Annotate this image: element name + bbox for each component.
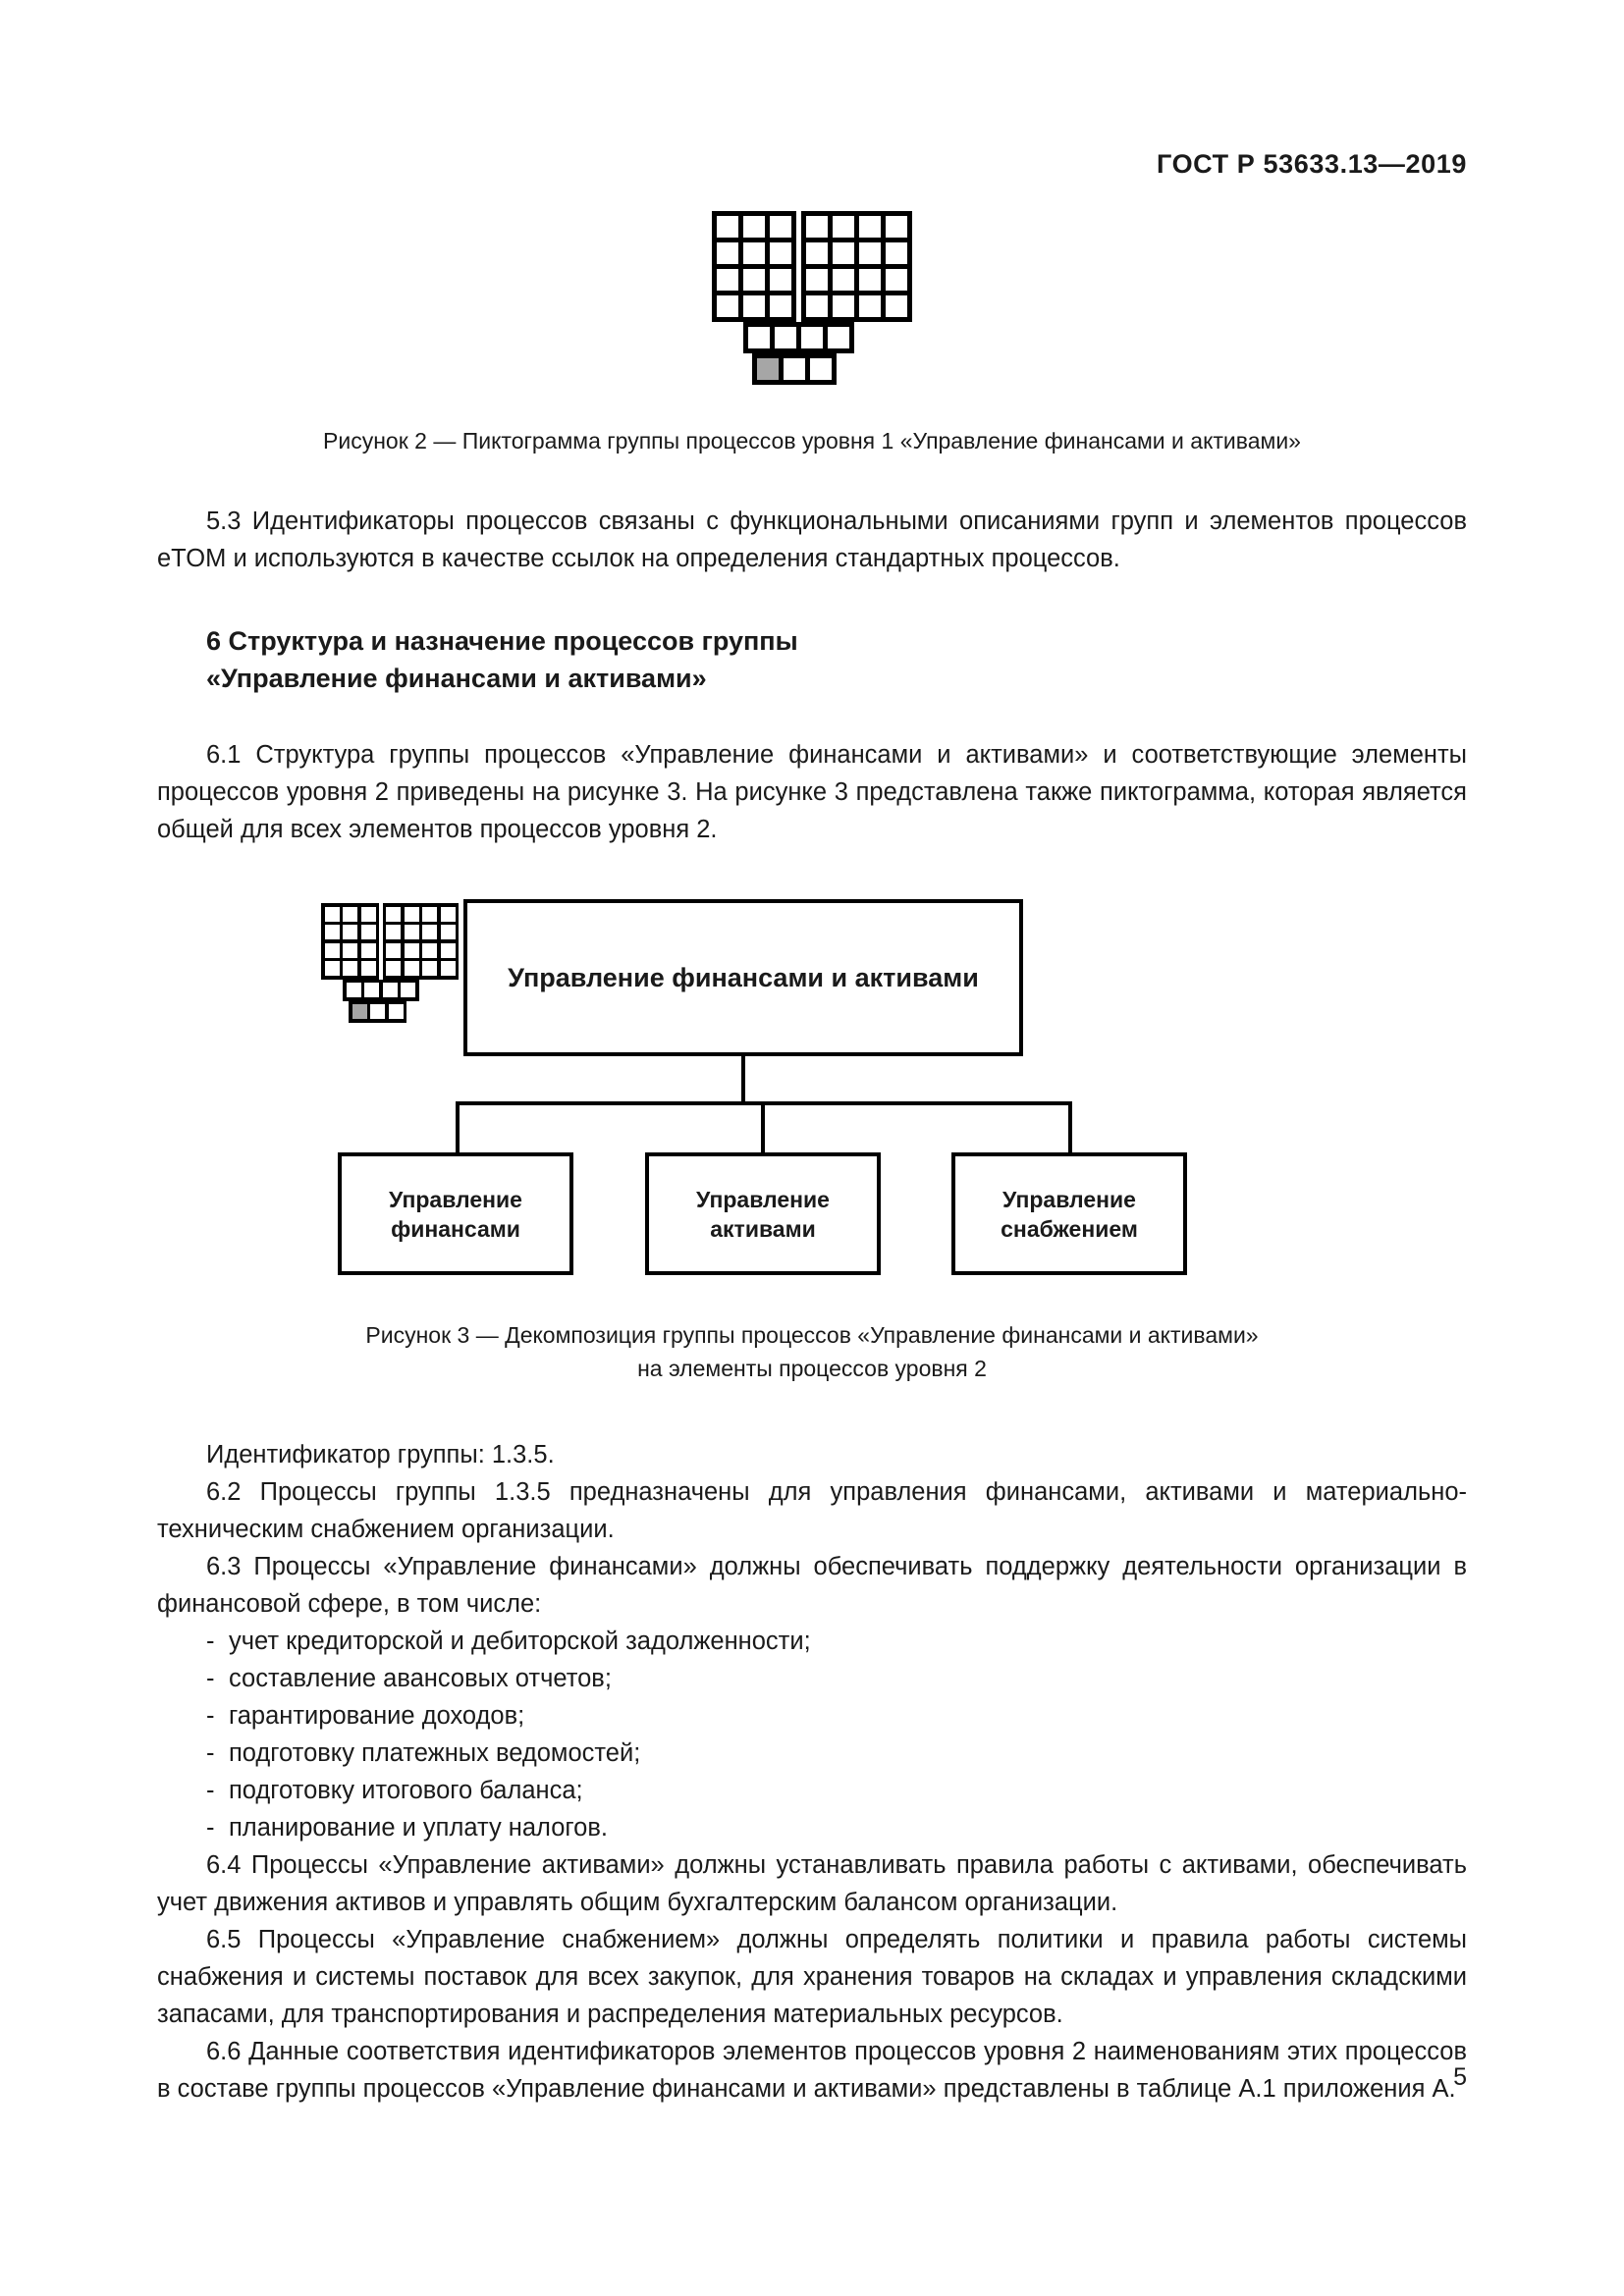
pictogram-cell: [325, 943, 340, 958]
pictogram-cell: [422, 943, 437, 958]
pictogram-cell: [806, 242, 828, 264]
pictogram-cell: [325, 925, 340, 939]
group-identifier-line: Идентификатор группы: 1.3.5.: [206, 1441, 555, 1468]
pictogram-bottom-grid: [752, 353, 837, 385]
clause-5-3: 5.3 Идентификаторы процессов связаны с функциональными описаниями групп и элементов процессов eTOM и используются в качестве ссылок на определения стандартных процессов.: [157, 507, 1467, 572]
diagram-node-root: [463, 899, 1023, 1056]
clause-6-2: 6.2 Процессы группы 1.3.5 предназначены для управления финансами, активами и материально-техническим снабжением организации.: [157, 1478, 1467, 1543]
pictogram-cell: [886, 216, 907, 238]
clause-6-3-bullet-list: [157, 1623, 1467, 1846]
pictogram-cell: [386, 961, 401, 976]
pictogram-bot-wrap: [349, 1001, 406, 1023]
pictogram-cell: [784, 358, 805, 380]
pictogram-cell: [405, 907, 419, 922]
pictogram-cell: [770, 242, 791, 264]
pictogram-cell: [401, 983, 415, 997]
diagram-node-child-finance: [338, 1152, 573, 1275]
pictogram-cell: [361, 943, 376, 958]
diagram-node-child-assets-label: [696, 1185, 830, 1244]
section-6-heading-line2: «Управление финансами и активами»: [206, 664, 707, 693]
pictogram-cell: [422, 925, 437, 939]
clause-6-5: 6.5 Процессы «Управление снабжением» должны определять политики и правила работы системы снабжения и системы поставок для всех закупок, для хранения товаров на складах и управления складскими запасами, для транспортирования и распределения материальных ресурсов.: [157, 1926, 1467, 2028]
pictogram-mid-wrap: [343, 980, 419, 1001]
label-line-1: Управление: [1002, 1186, 1136, 1212]
connector-drop-2: [761, 1101, 765, 1156]
pictogram-right-grid: [801, 211, 912, 322]
pictogram-cell: [886, 269, 907, 291]
pictogram-left-grid: [321, 903, 379, 980]
pictogram-cell: [370, 1004, 385, 1019]
figure-3-caption-line1: Рисунок 3 — Декомпозиция группы процессов «Управление финансами и активами»: [365, 1322, 1259, 1348]
list-item: - составление авансовых отчетов;: [157, 1660, 1467, 1697]
pictogram-cell: [806, 269, 828, 291]
figure-2-caption: Рисунок 2 — Пиктограмма группы процессов уровня 1 «Управление финансами и активами»: [323, 428, 1301, 454]
pictogram-cell: [325, 961, 340, 976]
pictogram-cell: [886, 295, 907, 317]
section-6-heading: [157, 622, 1467, 697]
connector-root-vertical: [741, 1056, 745, 1105]
clause-6-4: 6.4 Процессы «Управление активами» должны устанавливать правила работы с активами, обеспечивать учет движения активов и управлять общим бухгалтерским балансом организации.: [157, 1851, 1467, 1916]
pictogram-cell: [859, 269, 881, 291]
diagram-node-child-supply: [951, 1152, 1187, 1275]
list-item: - гарантирование доходов;: [157, 1697, 1467, 1735]
clause-6-1: 6.1 Структура группы процессов «Управление финансами и активами» и соответствующие элементы процессов уровня 2 приведены на рисунке 3. На рисунке 3 представлена также пиктограмма, которая является общей для всех элементов процессов уровня 2.: [157, 741, 1467, 843]
pictogram-cell: [717, 216, 738, 238]
pictogram-cell: [859, 242, 881, 264]
connector-drop-1: [456, 1101, 460, 1156]
section-6-heading-line1: 6 Структура и назначение процессов группы: [206, 626, 798, 656]
pictogram-bottom-grid: [349, 1001, 406, 1023]
clause-6-6: 6.6 Данные соответствия идентификаторов элементов процессов уровня 2 наименованиям этих процессов в составе группы процессов «Управление финансами и активами» представлены в таблице А.1 приложения А.: [157, 2038, 1467, 2103]
label-line-1: Управление: [696, 1186, 830, 1212]
pictogram-right-grid: [383, 903, 460, 980]
figure-3: [157, 895, 1467, 1283]
pictogram-cell: [828, 327, 849, 348]
pictogram-cell: [361, 925, 376, 939]
pictogram-cell: [743, 295, 765, 317]
list-item: - учет кредиторской и дебиторской задолженности;: [157, 1623, 1467, 1660]
pictogram-cell: [422, 907, 437, 922]
pictogram-cell: [833, 269, 854, 291]
pictogram-cell: [833, 216, 854, 238]
pictogram-cell: [810, 358, 832, 380]
pictogram-cell: [361, 907, 376, 922]
diagram-node-root-label: Управление финансами и активами: [508, 962, 979, 992]
pictogram-cell: [405, 961, 419, 976]
page-content: [157, 211, 1467, 2108]
pictogram-cell-highlighted: [757, 358, 779, 380]
clause-6-3: 6.3 Процессы «Управление финансами» должны обеспечивать поддержку деятельности организации в финансовой сфере, в том числе:: [157, 1553, 1467, 1618]
pictogram-cell: [748, 327, 770, 348]
pictogram-cell: [343, 907, 357, 922]
pictogram-cell: [717, 242, 738, 264]
pictogram-top-blocks: [712, 211, 912, 322]
etom-pictogram-figure2: [712, 211, 912, 385]
pictogram-mid-grid: [743, 322, 854, 353]
figure-2: [157, 211, 1467, 385]
pictogram-cell: [717, 269, 738, 291]
pictogram-stack: [712, 211, 912, 385]
pictogram-small: [321, 903, 459, 1023]
figure-3-caption-line2: на элементы процессов уровня 2: [637, 1356, 987, 1381]
pictogram-cell: [743, 216, 765, 238]
figure-3-diagram: [321, 895, 1303, 1283]
pictogram-cell: [743, 269, 765, 291]
pictogram-mid-wrap: [743, 322, 854, 353]
pictogram-cell: [770, 216, 791, 238]
pictogram-cell: [405, 943, 419, 958]
pictogram-mid-grid: [343, 980, 419, 1001]
pictogram-cell: [347, 983, 361, 997]
pictogram-cell: [770, 269, 791, 291]
pictogram-cell: [859, 295, 881, 317]
pictogram-cell: [386, 943, 401, 958]
pictogram-cell: [806, 295, 828, 317]
label-line-2: активами: [710, 1215, 816, 1242]
diagram-node-child-finance-label: [389, 1185, 522, 1244]
pictogram-cell: [717, 295, 738, 317]
pictogram-cell: [886, 242, 907, 264]
connector-drop-3: [1068, 1101, 1072, 1156]
pictogram-cell: [364, 983, 379, 997]
label-line-2: финансами: [391, 1215, 520, 1242]
pictogram-cell: [343, 943, 357, 958]
pictogram-cell: [441, 943, 456, 958]
document-standard-header: ГОСТ Р 53633.13—2019: [1157, 149, 1467, 179]
pictogram-cell: [325, 907, 340, 922]
pictogram-cell: [441, 961, 456, 976]
pictogram-cell: [361, 961, 376, 976]
pictogram-cell: [422, 961, 437, 976]
pictogram-cell: [833, 242, 854, 264]
pictogram-cell: [859, 216, 881, 238]
diagram-node-child-supply-label: [1001, 1185, 1138, 1244]
label-line-2: снабжением: [1001, 1215, 1138, 1242]
pictogram-cell: [343, 925, 357, 939]
figure-3-caption: [157, 1318, 1467, 1385]
pictogram-cell: [806, 216, 828, 238]
list-item: - подготовку итогового баланса;: [157, 1772, 1467, 1809]
pictogram-left-grid: [712, 211, 796, 322]
pictogram-cell: [833, 295, 854, 317]
label-line-1: Управление: [389, 1186, 522, 1212]
pictogram-cell: [441, 907, 456, 922]
pictogram-top-blocks: [321, 903, 459, 980]
pictogram-cell: [343, 961, 357, 976]
pictogram-cell: [386, 907, 401, 922]
pictogram-cell: [405, 925, 419, 939]
pictogram-cell: [389, 1004, 404, 1019]
list-item: - планирование и уплату налогов.: [157, 1809, 1467, 1846]
list-item: - подготовку платежных ведомостей;: [157, 1735, 1467, 1772]
diagram-node-child-assets: [645, 1152, 881, 1275]
etom-pictogram-figure3: [321, 903, 459, 1023]
pictogram-bot-wrap: [752, 353, 837, 385]
pictogram-stack: [321, 903, 459, 1023]
pictogram-cell: [743, 242, 765, 264]
pictogram-cell: [441, 925, 456, 939]
pictogram-cell: [775, 327, 796, 348]
pictogram-cell: [770, 295, 791, 317]
page-number: 5: [1453, 2063, 1467, 2091]
pictogram-cell: [386, 925, 401, 939]
pictogram-cell-highlighted: [352, 1004, 367, 1019]
pictogram-cell: [801, 327, 823, 348]
pictogram-cell: [383, 983, 398, 997]
